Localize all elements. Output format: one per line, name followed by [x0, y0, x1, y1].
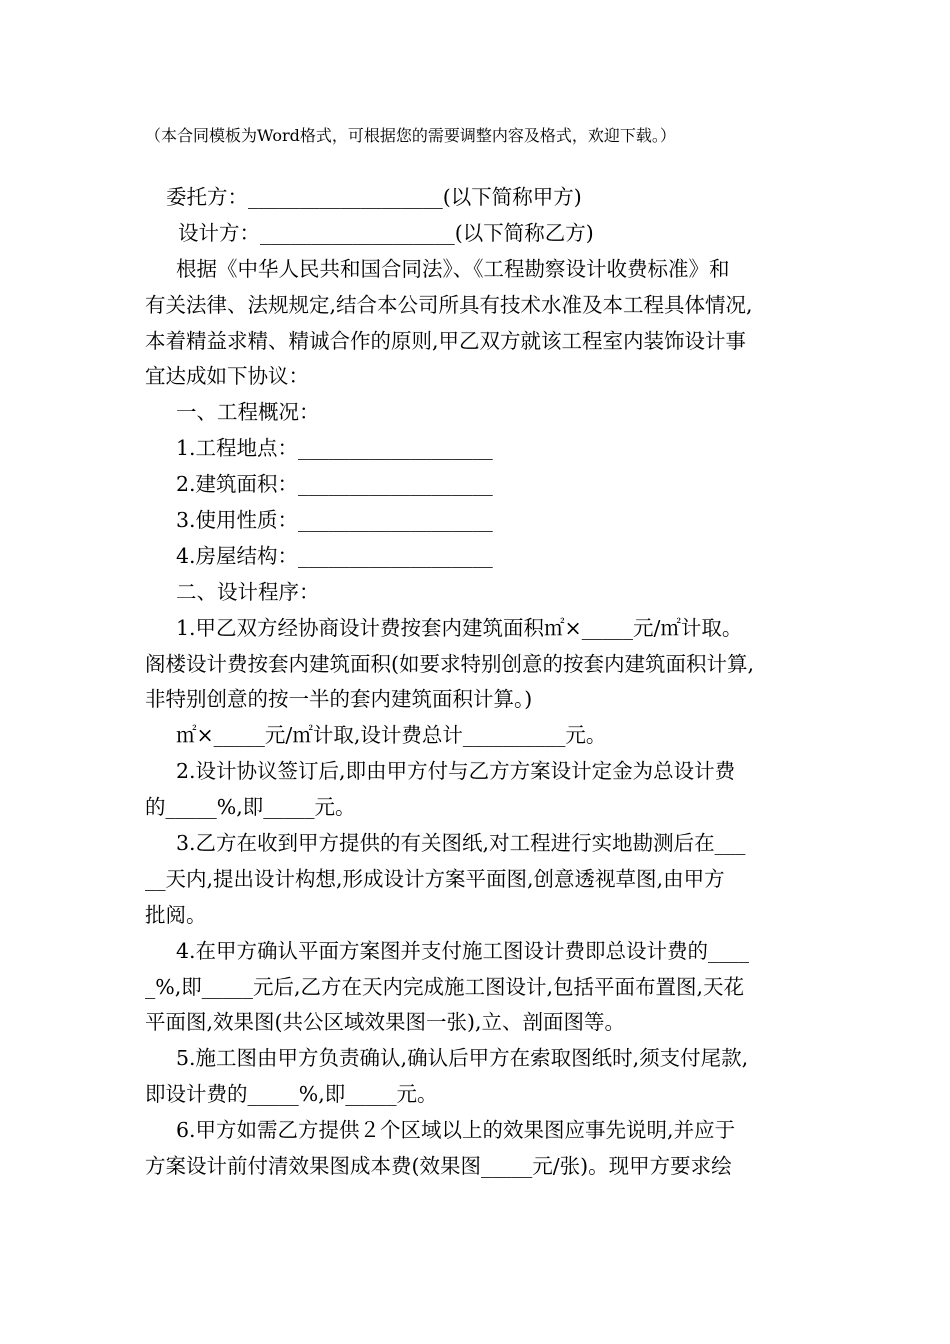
preamble-line: 本着精益求精、精诚合作的原则,甲乙双方就该工程室内装饰设计事 — [145, 328, 747, 353]
clause-line: _%,即_____元后,乙方在天内完成施工图设计,包括平面布置图,天花 — [145, 974, 745, 999]
clause-line: 即设计费的_____%,即_____元。 — [145, 1082, 438, 1107]
clause-line: 3.乙方在收到甲方提供的有关图纸,对工程进行实地勘测后在___ — [176, 831, 746, 856]
client-party-line: 委托方：___________________(以下简称甲方) — [166, 185, 582, 209]
clause-line: __天内,提出设计构想,形成设计方案平面图,创意透视草图,由甲方 — [145, 866, 725, 891]
house-structure-line: 4.房屋结构：___________________ — [176, 543, 493, 568]
clause-line: 1.甲乙双方经协商设计费按套内建筑面积㎡×_____元/㎡计取。 — [176, 615, 743, 640]
usage-type-line: 3.使用性质：___________________ — [176, 508, 493, 533]
clause-line: 方案设计前付清效果图成本费(效果图_____元/张)。现甲方要求绘 — [145, 1154, 732, 1179]
clause-line: 批阅。 — [145, 902, 207, 927]
section-heading-project-overview: 一、工程概况： — [176, 400, 320, 425]
preamble-line: 根据《中华人民共和国合同法》、《工程勘察设计收费标准》和 — [176, 256, 730, 281]
section-heading-design-procedure: 二、设计程序： — [176, 579, 320, 604]
project-location-line: 1.工程地点：___________________ — [176, 436, 493, 461]
clause-line: ㎡×_____元/㎡计取,设计费总计__________元。 — [176, 723, 607, 748]
clause-line: 2.设计协议签订后,即由甲方付与乙方方案设计定金为总设计费 — [176, 759, 736, 784]
building-area-line: 2.建筑面积：___________________ — [176, 472, 493, 497]
clause-line: 6.甲方如需乙方提供２个区域以上的效果图应事先说明,并应于 — [176, 1118, 736, 1143]
template-note: （本合同模板为Word格式，可根据您的需要调整内容及格式，欢迎下载。） — [145, 126, 676, 145]
clause-line: 非特别创意的按一半的套内建筑面积计算。) — [145, 687, 533, 712]
clause-line: 5.施工图由甲方负责确认,确认后甲方在索取图纸时,须支付尾款, — [176, 1046, 749, 1071]
designer-party-line: 设计方：___________________(以下简称乙方) — [178, 220, 594, 245]
clause-line: 4.在甲方确认平面方案图并支付施工图设计费即总设计费的____ — [176, 938, 750, 963]
preamble-line: 宜达成如下协议： — [145, 364, 309, 389]
clause-line: 阁楼设计费按套内建筑面积(如要求特别创意的按套内建筑面积计算, — [145, 651, 755, 676]
contract-body — [145, 180, 825, 1185]
clause-line: 的_____%,即_____元。 — [145, 795, 356, 820]
preamble-line: 有关法律、法规规定,结合本公司所具有技术水准及本工程具体情况, — [145, 292, 753, 317]
clause-line: 平面图,效果图(共公区域效果图一张),立、剖面图等。 — [145, 1010, 626, 1035]
